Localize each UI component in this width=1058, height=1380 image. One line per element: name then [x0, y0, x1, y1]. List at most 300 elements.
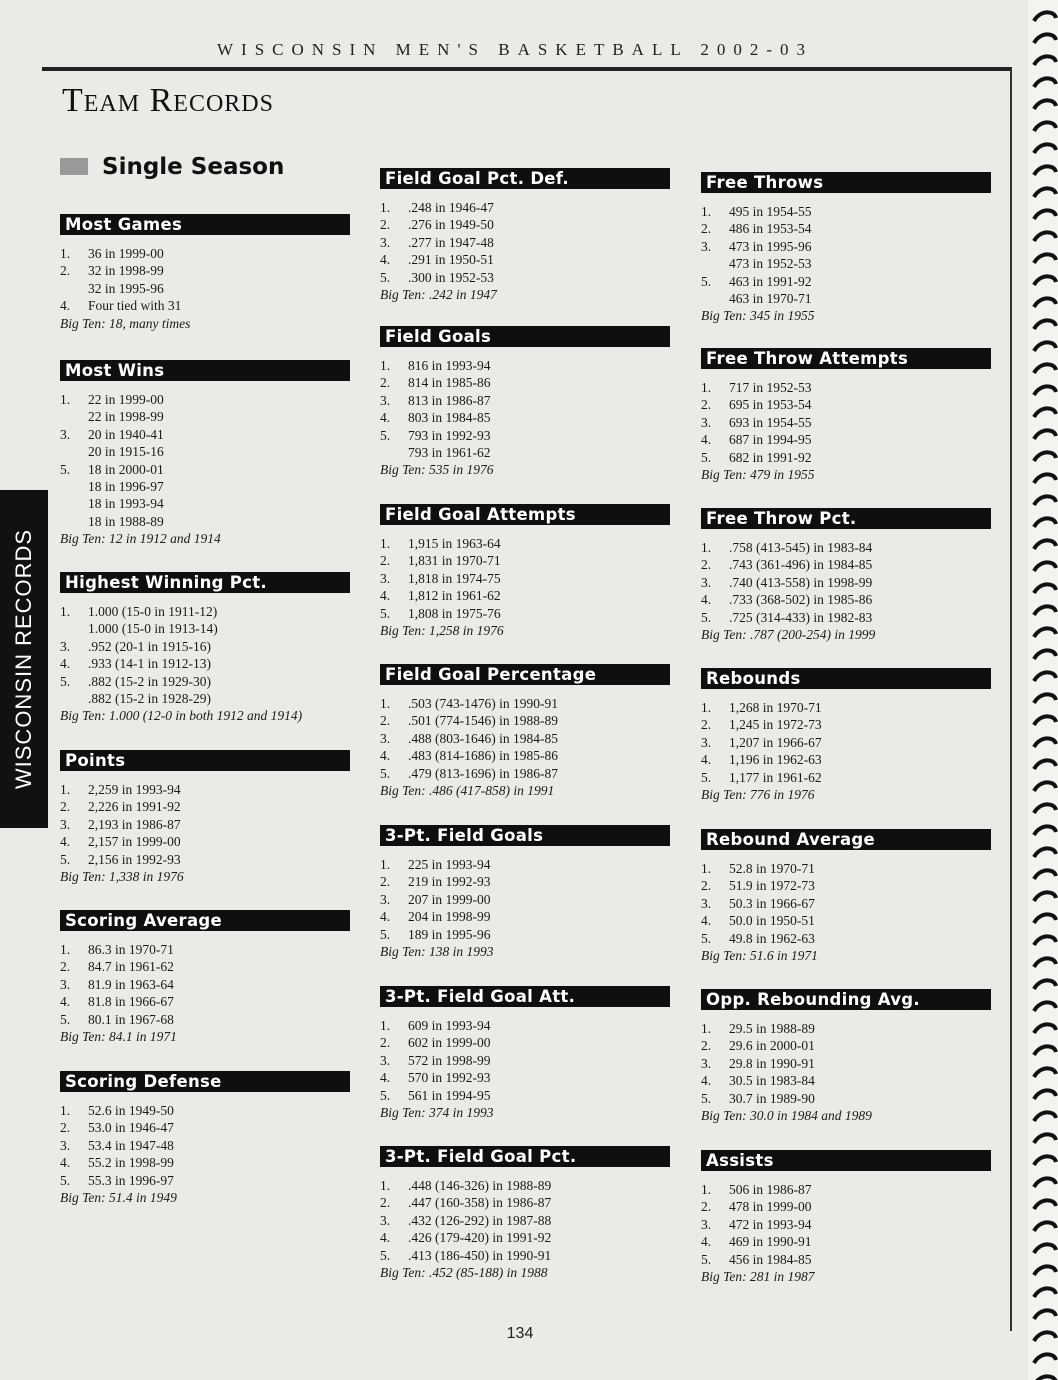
rank-number: [60, 495, 88, 512]
record-row: [701, 220, 991, 237]
record-row: [60, 781, 350, 798]
record-value: 1,915 in 1963-64: [408, 536, 501, 551]
record-row: [380, 444, 670, 461]
record-value: 1,818 in 1974-75: [408, 570, 501, 586]
record-list: [380, 199, 670, 303]
record-value: 29.5 in 1988-89: [729, 1021, 815, 1036]
record-value: 1,831 in 1970-71: [408, 553, 501, 569]
rank-number: 1.: [60, 782, 71, 797]
record-row: [60, 245, 350, 262]
record-value: .758 (413-545) in 1983-84: [729, 540, 873, 555]
record-value: .277 in 1947-48: [408, 234, 494, 250]
record-row: [380, 234, 670, 251]
big-ten-record: Big Ten: .452 (85-188) in 1988: [380, 1265, 548, 1281]
record-category: [701, 829, 991, 964]
record-category: [701, 668, 991, 803]
rank-number: 5.: [60, 673, 71, 689]
record-row: [701, 396, 991, 413]
record-row: [380, 695, 670, 712]
rank-number: 3.: [701, 734, 712, 750]
record-row: [701, 751, 991, 768]
rank-number: 2.: [380, 553, 391, 569]
record-row: [60, 1011, 350, 1028]
rank-number: 1.: [701, 204, 712, 219]
record-value: Four tied with 31: [88, 298, 182, 314]
record-category: [380, 1146, 670, 1281]
record-row: [380, 1177, 670, 1194]
record-value: 561 in 1994-95: [408, 1087, 491, 1103]
rank-number: 1.: [60, 1103, 71, 1118]
category-title: Field Goal Attempts: [380, 504, 670, 525]
category-title: 3-Pt. Field Goals: [380, 825, 670, 846]
record-row: [380, 712, 670, 729]
record-row: [701, 734, 991, 751]
record-value: 22 in 1998-99: [88, 409, 164, 425]
record-row: [60, 391, 350, 408]
record-value: 572 in 1998-99: [408, 1052, 491, 1068]
record-category: [701, 989, 991, 1124]
record-value: 1,808 in 1975-76: [408, 605, 501, 621]
rank-number: 4.: [701, 1073, 712, 1089]
record-list: [380, 357, 670, 479]
record-value: 814 in 1985-86: [408, 375, 491, 391]
rank-number: 5.: [380, 1087, 391, 1103]
record-value: 463 in 1970-71: [729, 291, 812, 307]
record-value: .447 (160-358) in 1986-87: [408, 1195, 552, 1211]
record-row: [701, 379, 991, 396]
rank-number: 2.: [380, 713, 391, 729]
record-row: [701, 716, 991, 733]
record-value: 81.8 in 1966-67: [88, 994, 174, 1010]
record-value: 52.6 in 1949-50: [88, 1103, 174, 1118]
rank-number: 5.: [701, 769, 712, 785]
record-value: 486 in 1953-54: [729, 221, 812, 237]
rank-number: 5.: [380, 605, 391, 621]
record-row: [701, 539, 991, 556]
rank-number: 5.: [701, 930, 712, 946]
record-value: 22 in 1999-00: [88, 392, 164, 407]
record-row: [380, 1229, 670, 1246]
record-row: [701, 1198, 991, 1215]
record-row: [380, 1069, 670, 1086]
rank-number: 4.: [60, 994, 71, 1010]
record-list: [380, 695, 670, 799]
rank-number: 1.: [60, 604, 71, 619]
rank-number: 3.: [380, 570, 391, 586]
record-list: [701, 860, 991, 964]
record-row: [60, 280, 350, 297]
record-row: [380, 1034, 670, 1051]
record-value: .248 in 1946-47: [408, 200, 494, 215]
record-row: [60, 690, 350, 707]
record-row: [380, 409, 670, 426]
big-ten-record: Big Ten: 1,258 in 1976: [380, 623, 504, 639]
rank-number: 2.: [701, 397, 712, 413]
record-category: [380, 825, 670, 960]
category-title: Most Games: [60, 214, 350, 235]
rank-number: 2.: [380, 1035, 391, 1051]
rank-number: 3.: [60, 426, 71, 442]
record-value: 456 in 1984-85: [729, 1251, 812, 1267]
category-title: Opp. Rebounding Avg.: [701, 989, 991, 1010]
record-value: .432 (126-292) in 1987-88: [408, 1212, 552, 1228]
rank-number: 2.: [701, 557, 712, 573]
rank-number: 1.: [701, 380, 712, 395]
rank-number: 1.: [701, 1021, 712, 1036]
record-value: 50.3 in 1966-67: [729, 895, 815, 911]
record-row: [60, 408, 350, 425]
record-row: [701, 877, 991, 894]
record-list: [701, 1181, 991, 1285]
rank-number: 4.: [380, 252, 391, 268]
record-row: [380, 730, 670, 747]
record-value: .952 (20-1 in 1915-16): [88, 638, 211, 654]
record-value: 717 in 1952-53: [729, 380, 812, 395]
rank-number: 1.: [60, 942, 71, 957]
record-row: [60, 297, 350, 314]
record-category: [701, 348, 991, 483]
category-title: 3-Pt. Field Goal Att.: [380, 986, 670, 1007]
record-row: [701, 1055, 991, 1072]
record-row: [380, 1087, 670, 1104]
record-value: 2,156 in 1992-93: [88, 851, 181, 867]
big-ten-record: Big Ten: .787 (200-254) in 1999: [701, 627, 876, 643]
rank-number: 2.: [380, 217, 391, 233]
record-list: [701, 1020, 991, 1124]
record-value: 55.2 in 1998-99: [88, 1155, 174, 1171]
record-row: [60, 1119, 350, 1136]
record-row: [60, 798, 350, 815]
category-title: Free Throws: [701, 172, 991, 193]
record-value: 687 in 1994-95: [729, 432, 812, 448]
rank-number: 5.: [380, 427, 391, 443]
rank-number: 2.: [701, 878, 712, 894]
rank-number: 2.: [60, 1120, 71, 1136]
record-value: 32 in 1998-99: [88, 263, 164, 279]
big-ten-record: Big Ten: .486 (417-858) in 1991: [380, 783, 555, 799]
record-value: 1,245 in 1972-73: [729, 717, 822, 733]
record-list: [60, 245, 350, 332]
rank-number: 5.: [380, 765, 391, 781]
rank-number: 2.: [380, 874, 391, 890]
big-ten-record: Big Ten: 479 in 1955: [701, 467, 815, 483]
record-value: 793 in 1961-62: [408, 445, 491, 461]
record-value: .426 (179-420) in 1991-92: [408, 1230, 552, 1246]
rank-number: 4.: [380, 748, 391, 764]
record-row: [380, 765, 670, 782]
rank-number: 3.: [701, 1216, 712, 1232]
rank-number: 1.: [701, 861, 712, 876]
record-category: [60, 750, 350, 885]
record-value: 18 in 1993-94: [88, 496, 164, 512]
record-row: [701, 414, 991, 431]
big-ten-record: Big Ten: 30.0 in 1984 and 1989: [701, 1108, 872, 1124]
rank-number: 5.: [60, 461, 71, 477]
rank-number: 3.: [380, 1212, 391, 1228]
rank-number: [60, 280, 88, 297]
rank-number: 2.: [380, 1195, 391, 1211]
record-value: 20 in 1940-41: [88, 426, 164, 442]
record-row: [380, 535, 670, 552]
record-row: [380, 1194, 670, 1211]
record-value: 693 in 1954-55: [729, 414, 812, 430]
record-value: .733 (368-502) in 1985-86: [729, 592, 873, 608]
record-value: .291 in 1950-51: [408, 252, 494, 268]
record-list: [60, 781, 350, 885]
rank-number: 1.: [60, 392, 71, 407]
rank-number: [60, 513, 88, 530]
record-value: 30.5 in 1983-84: [729, 1073, 815, 1089]
record-value: 207 in 1999-00: [408, 891, 491, 907]
rank-number: [60, 408, 88, 425]
rank-number: 3.: [60, 976, 71, 992]
rank-number: 4.: [701, 752, 712, 768]
record-row: [380, 1212, 670, 1229]
category-title: Rebounds: [701, 668, 991, 689]
rank-number: 1.: [701, 540, 712, 555]
rank-number: 4.: [380, 588, 391, 604]
rank-number: 3.: [380, 891, 391, 907]
record-list: [380, 535, 670, 639]
record-value: 32 in 1995-96: [88, 280, 164, 296]
record-category: [701, 1150, 991, 1285]
record-row: [701, 556, 991, 573]
record-value: 86.3 in 1970-71: [88, 942, 174, 957]
record-value: .413 (186-450) in 1990-91: [408, 1247, 552, 1263]
rank-number: 4.: [60, 656, 71, 672]
record-value: 2,157 in 1999-00: [88, 834, 181, 850]
record-row: [60, 1102, 350, 1119]
record-list: [380, 1177, 670, 1281]
record-value: 53.4 in 1947-48: [88, 1137, 174, 1153]
page-title: Team Records: [62, 82, 274, 119]
record-value: 29.6 in 2000-01: [729, 1038, 815, 1054]
rank-number: 5.: [60, 1011, 71, 1027]
record-value: 84.7 in 1961-62: [88, 959, 174, 975]
rank-number: 3.: [701, 574, 712, 590]
record-value: 473 in 1952-53: [729, 256, 812, 272]
category-title: Free Throw Pct.: [701, 508, 991, 529]
record-value: 52.8 in 1970-71: [729, 861, 815, 876]
record-value: .933 (14-1 in 1912-13): [88, 656, 211, 672]
record-row: [380, 908, 670, 925]
big-ten-record: Big Ten: 345 in 1955: [701, 308, 815, 324]
record-category: [380, 504, 670, 639]
record-value: 478 in 1999-00: [729, 1199, 812, 1215]
rank-number: 4.: [380, 1230, 391, 1246]
record-list: [380, 1017, 670, 1121]
record-row: [380, 856, 670, 873]
side-tab: [0, 490, 48, 828]
rank-number: 3.: [60, 816, 71, 832]
record-row: [60, 495, 350, 512]
rank-number: 3.: [701, 414, 712, 430]
record-row: [60, 478, 350, 495]
record-row: [60, 603, 350, 620]
record-value: .503 (743-1476) in 1990-91: [408, 696, 558, 711]
big-ten-record: Big Ten: 535 in 1976: [380, 462, 494, 478]
rank-number: 5.: [701, 273, 712, 289]
record-row: [380, 926, 670, 943]
rank-number: 1.: [380, 1178, 391, 1193]
record-row: [701, 449, 991, 466]
record-value: 29.8 in 1990-91: [729, 1055, 815, 1071]
record-row: [60, 655, 350, 672]
record-row: [701, 609, 991, 626]
record-row: [60, 958, 350, 975]
rank-number: 5.: [60, 1172, 71, 1188]
rank-number: 2.: [60, 263, 71, 279]
record-value: .276 in 1949-50: [408, 217, 494, 233]
category-title: Free Throw Attempts: [701, 348, 991, 369]
rank-number: 1.: [380, 358, 391, 373]
record-row: [701, 290, 991, 307]
category-title: Assists: [701, 1150, 991, 1171]
page-number: 134: [506, 1325, 534, 1342]
rank-number: 3.: [60, 1137, 71, 1153]
record-row: [380, 1247, 670, 1264]
record-row: [60, 816, 350, 833]
record-value: 55.3 in 1996-97: [88, 1172, 174, 1188]
record-row: [380, 552, 670, 569]
rank-number: 5.: [380, 926, 391, 942]
record-row: [380, 269, 670, 286]
record-row: [701, 591, 991, 608]
rank-number: 1.: [701, 700, 712, 715]
big-ten-record: Big Ten: 1.000 (12-0 in both 1912 and 1914): [60, 708, 303, 724]
rank-number: 3.: [701, 1055, 712, 1071]
record-value: .488 (803-1646) in 1984-85: [408, 730, 558, 746]
record-row: [380, 605, 670, 622]
record-value: 473 in 1995-96: [729, 238, 812, 254]
record-value: .882 (15-2 in 1929-30): [88, 673, 211, 689]
big-ten-record: Big Ten: 374 in 1993: [380, 1105, 494, 1121]
record-row: [380, 357, 670, 374]
record-value: 49.8 in 1962-63: [729, 930, 815, 946]
record-row: [701, 1090, 991, 1107]
record-list: [60, 941, 350, 1045]
record-row: [380, 873, 670, 890]
record-row: [701, 699, 991, 716]
record-row: [60, 461, 350, 478]
record-value: 602 in 1999-00: [408, 1035, 491, 1051]
rank-number: 2.: [701, 717, 712, 733]
record-row: [380, 427, 670, 444]
record-category: [60, 572, 350, 725]
record-value: 20 in 1915-16: [88, 444, 164, 460]
record-value: 1,177 in 1961-62: [729, 769, 822, 785]
big-ten-record: Big Ten: 281 in 1987: [701, 1269, 815, 1285]
rank-number: 1.: [60, 246, 71, 261]
record-row: [60, 262, 350, 279]
rank-number: 2.: [701, 1038, 712, 1054]
record-row: [60, 673, 350, 690]
rank-number: 1.: [380, 1018, 391, 1033]
record-value: 1,196 in 1962-63: [729, 752, 822, 768]
big-ten-record: Big Ten: 18, many times: [60, 315, 191, 331]
rank-number: 3.: [380, 392, 391, 408]
record-value: 18 in 2000-01: [88, 461, 164, 477]
record-row: [701, 930, 991, 947]
record-value: 803 in 1984-85: [408, 410, 491, 426]
record-row: [380, 251, 670, 268]
record-row: [701, 912, 991, 929]
section-marker-icon: [60, 158, 88, 175]
record-category: [701, 172, 991, 325]
record-value: .725 (314-433) in 1982-83: [729, 609, 873, 625]
record-value: .448 (146-326) in 1988-89: [408, 1178, 552, 1193]
record-category: [380, 326, 670, 479]
record-row: [60, 976, 350, 993]
running-head: WISCONSIN MEN'S BASKETBALL 2002-03: [216, 40, 814, 59]
record-value: .740 (413-558) in 1998-99: [729, 574, 873, 590]
record-value: 506 in 1986-87: [729, 1182, 812, 1197]
big-ten-record: Big Ten: 776 in 1976: [701, 787, 815, 803]
rank-number: 3.: [701, 895, 712, 911]
record-category: [380, 664, 670, 799]
rank-number: 5.: [701, 449, 712, 465]
record-list: [701, 699, 991, 803]
rank-number: 1.: [380, 200, 391, 215]
record-value: 51.9 in 1972-73: [729, 878, 815, 894]
rank-number: 4.: [60, 298, 71, 314]
rank-number: 4.: [380, 1070, 391, 1086]
record-list: [60, 1102, 350, 1206]
record-value: 80.1 in 1967-68: [88, 1011, 174, 1027]
category-title: Points: [60, 750, 350, 771]
record-value: .300 in 1952-53: [408, 269, 494, 285]
record-category: [701, 508, 991, 643]
record-row: [60, 443, 350, 460]
big-ten-record: Big Ten: .242 in 1947: [380, 287, 497, 303]
section-heading: [60, 154, 284, 180]
record-row: [380, 747, 670, 764]
big-ten-record: Big Ten: 138 in 1993: [380, 944, 494, 960]
record-row: [701, 1072, 991, 1089]
rank-number: 5.: [701, 1090, 712, 1106]
rank-number: 5.: [60, 851, 71, 867]
rank-number: [701, 255, 729, 272]
record-row: [701, 273, 991, 290]
record-row: [60, 638, 350, 655]
rank-number: 3.: [701, 238, 712, 254]
rank-number: 3.: [60, 638, 71, 654]
record-row: [701, 255, 991, 272]
category-title: 3-Pt. Field Goal Pct.: [380, 1146, 670, 1167]
record-value: .479 (813-1696) in 1986-87: [408, 765, 558, 781]
big-ten-record: Big Ten: 84.1 in 1971: [60, 1029, 177, 1045]
rank-number: 2.: [60, 799, 71, 815]
record-row: [701, 1233, 991, 1250]
record-value: 1,268 in 1970-71: [729, 700, 822, 715]
record-row: [701, 1020, 991, 1037]
rank-number: 4.: [60, 1155, 71, 1171]
record-value: 495 in 1954-55: [729, 204, 812, 219]
rank-number: 4.: [701, 913, 712, 929]
rank-number: 2.: [701, 221, 712, 237]
record-row: [60, 426, 350, 443]
record-list: [701, 379, 991, 483]
record-row: [380, 587, 670, 604]
record-row: [60, 1137, 350, 1154]
record-value: 609 in 1993-94: [408, 1018, 491, 1033]
record-list: [60, 603, 350, 725]
record-value: .882 (15-2 in 1928-29): [88, 691, 211, 707]
rank-number: 4.: [701, 1234, 712, 1250]
record-list: [380, 856, 670, 960]
record-category: [60, 910, 350, 1045]
record-row: [60, 941, 350, 958]
